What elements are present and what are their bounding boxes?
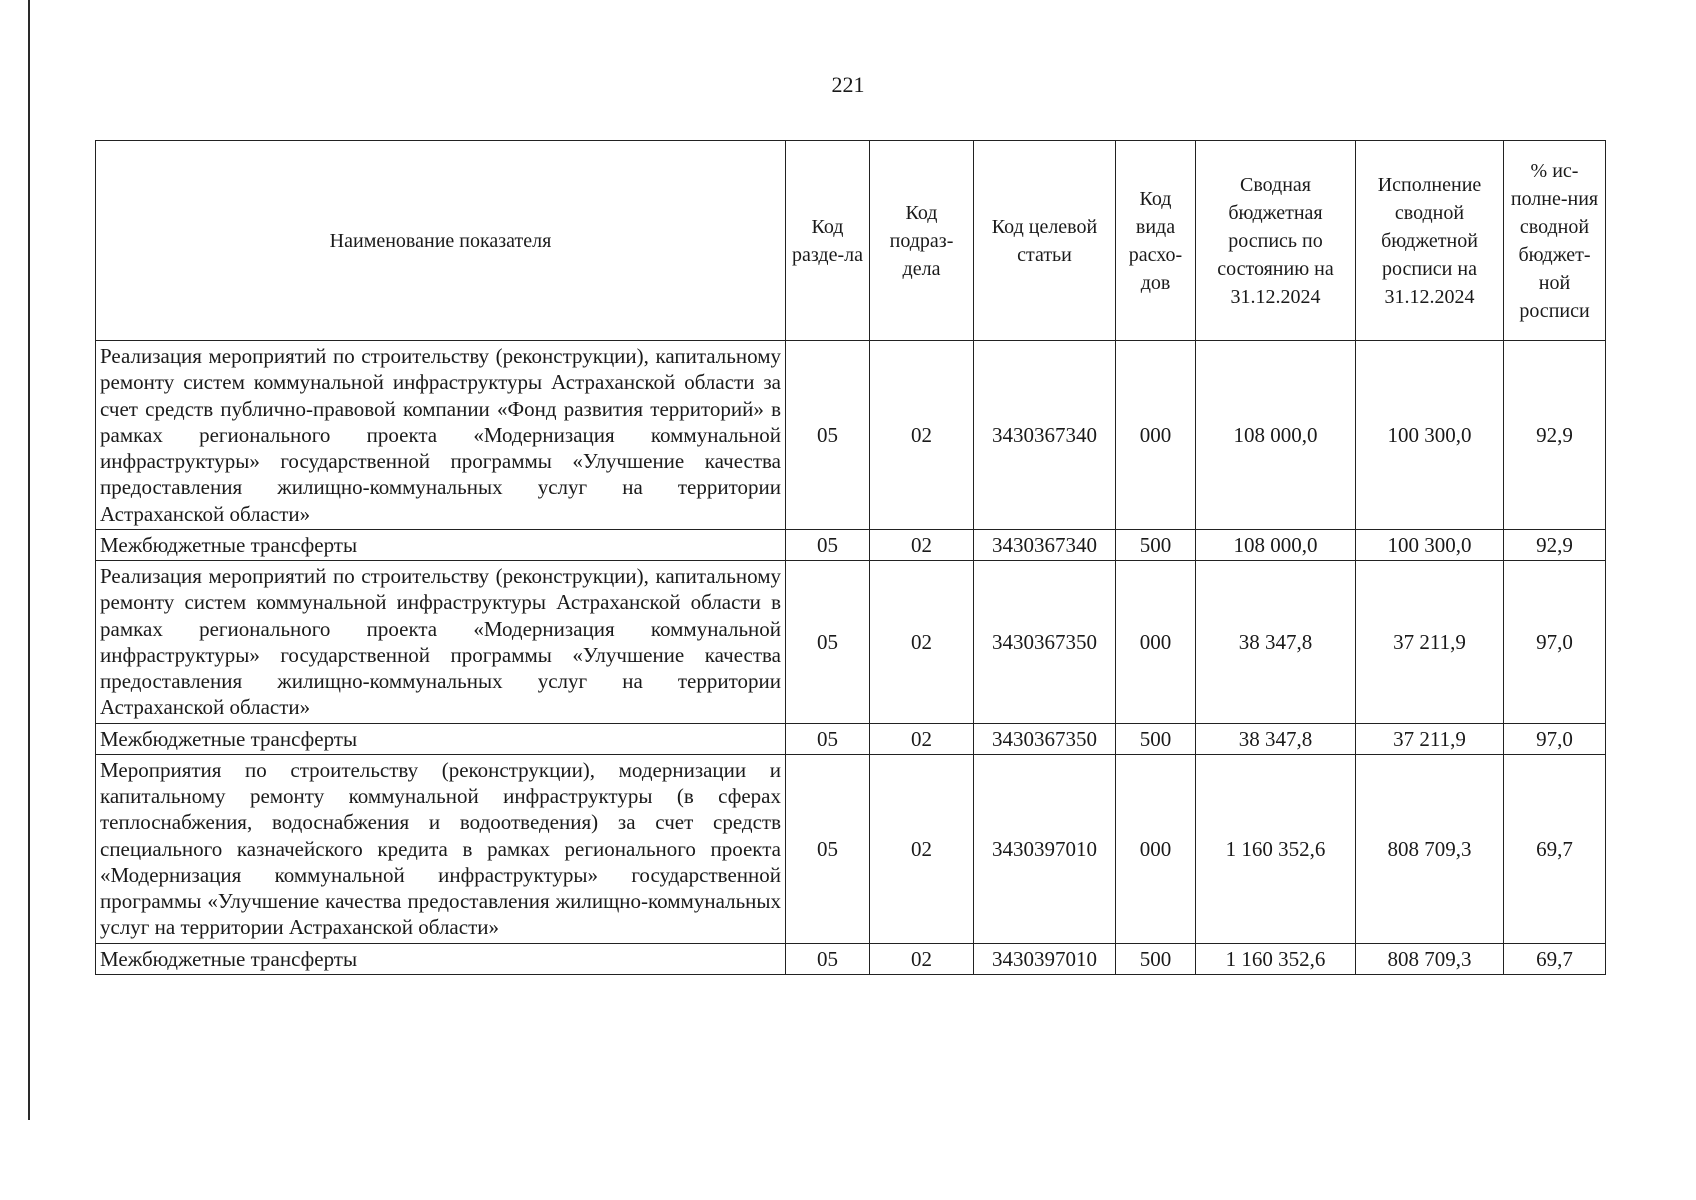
row-target-article-code: 3430397010 [974, 754, 1116, 943]
header-subsection-code: Код подраз-дела [870, 141, 974, 341]
row-executed-amount: 808 709,3 [1356, 943, 1504, 974]
table-row [96, 561, 1606, 724]
row-subsection-code: 02 [870, 341, 974, 530]
row-target-article-code: 3430367350 [974, 723, 1116, 754]
row-expense-type-code: 000 [1116, 561, 1196, 724]
row-section-code: 05 [786, 723, 870, 754]
row-section-code: 05 [786, 529, 870, 560]
row-executed-amount: 37 211,9 [1356, 723, 1504, 754]
row-indicator-name: Межбюджетные трансферты [96, 723, 786, 754]
row-expense-type-code: 000 [1116, 341, 1196, 530]
header-execution-percent: % ис-полне-ния сводной бюджет-ной росписи [1504, 141, 1606, 341]
header-indicator-name: Наименование показателя [96, 141, 786, 341]
row-section-code: 05 [786, 943, 870, 974]
row-subsection-code: 02 [870, 723, 974, 754]
row-planned-amount: 38 347,8 [1196, 561, 1356, 724]
row-executed-amount: 808 709,3 [1356, 754, 1504, 943]
row-indicator-name: Реализация мероприятий по строительству (реконструкции), капитальному ремонту систем коммунальной инфраструктуры Астраханской области за счет средств публично-правовой компании «Фонд развития территорий» в рамках регионального проекта «Модернизация коммунальной инфраструктуры» государственной программы «Улучшение качества предоставления жилищно-коммунальных услуг на территории Астраханской области» [96, 341, 786, 530]
row-section-code: 05 [786, 341, 870, 530]
row-section-code: 05 [786, 561, 870, 724]
row-subsection-code: 02 [870, 754, 974, 943]
row-execution-percent: 69,7 [1504, 754, 1606, 943]
header-executed-budget: Исполнение сводной бюджетной росписи на 31.12.2024 [1356, 141, 1504, 341]
row-subsection-code: 02 [870, 943, 974, 974]
row-expense-type-code: 500 [1116, 943, 1196, 974]
row-execution-percent: 92,9 [1504, 341, 1606, 530]
row-subsection-code: 02 [870, 561, 974, 724]
table-row [96, 754, 1606, 943]
table-row [96, 943, 1606, 974]
row-planned-amount: 1 160 352,6 [1196, 943, 1356, 974]
row-target-article-code: 3430397010 [974, 943, 1116, 974]
row-expense-type-code: 500 [1116, 723, 1196, 754]
row-target-article-code: 3430367340 [974, 341, 1116, 530]
row-planned-amount: 1 160 352,6 [1196, 754, 1356, 943]
row-section-code: 05 [786, 754, 870, 943]
row-execution-percent: 97,0 [1504, 561, 1606, 724]
header-target-article-code: Код целевой статьи [974, 141, 1116, 341]
row-indicator-name: Реализация мероприятий по строительству (реконструкции), капитальному ремонту систем коммунальной инфраструктуры Астраханской области в рамках регионального проекта «Модернизация коммунальной инфраструктуры» государственной программы «Улучшение качества предоставления жилищно-коммунальных услуг на территории Астраханской области» [96, 561, 786, 724]
row-planned-amount: 38 347,8 [1196, 723, 1356, 754]
row-executed-amount: 100 300,0 [1356, 529, 1504, 560]
table-row [96, 723, 1606, 754]
table-row [96, 529, 1606, 560]
page-left-border [28, 0, 30, 1120]
row-indicator-name: Межбюджетные трансферты [96, 943, 786, 974]
row-indicator-name: Межбюджетные трансферты [96, 529, 786, 560]
row-executed-amount: 37 211,9 [1356, 561, 1504, 724]
row-executed-amount: 100 300,0 [1356, 341, 1504, 530]
table-header-row [96, 141, 1606, 341]
row-target-article-code: 3430367350 [974, 561, 1116, 724]
header-section-code: Код разде-ла [786, 141, 870, 341]
row-expense-type-code: 500 [1116, 529, 1196, 560]
header-expense-type-code: Код вида расхо-дов [1116, 141, 1196, 341]
budget-execution-table [95, 140, 1606, 975]
row-planned-amount: 108 000,0 [1196, 341, 1356, 530]
row-expense-type-code: 000 [1116, 754, 1196, 943]
table-row [96, 341, 1606, 530]
row-execution-percent: 97,0 [1504, 723, 1606, 754]
row-target-article-code: 3430367340 [974, 529, 1116, 560]
row-subsection-code: 02 [870, 529, 974, 560]
row-indicator-name: Мероприятия по строительству (реконструкции), модернизации и капитальному ремонту коммунальной инфраструктуры (в сферах теплоснабжения, водоснабжения и водоотведения) за счет средств специального казначейского кредита в рамках регионального проекта «Модернизация коммунальной инфраструктуры» государственной программы «Улучшение качества предоставления жилищно-коммунальных услуг на территории Астраханской области» [96, 754, 786, 943]
row-execution-percent: 69,7 [1504, 943, 1606, 974]
row-planned-amount: 108 000,0 [1196, 529, 1356, 560]
page-number: 221 [831, 72, 865, 97]
header-planned-budget: Сводная бюджетная роспись по состоянию на 31.12.2024 [1196, 141, 1356, 341]
row-execution-percent: 92,9 [1504, 529, 1606, 560]
